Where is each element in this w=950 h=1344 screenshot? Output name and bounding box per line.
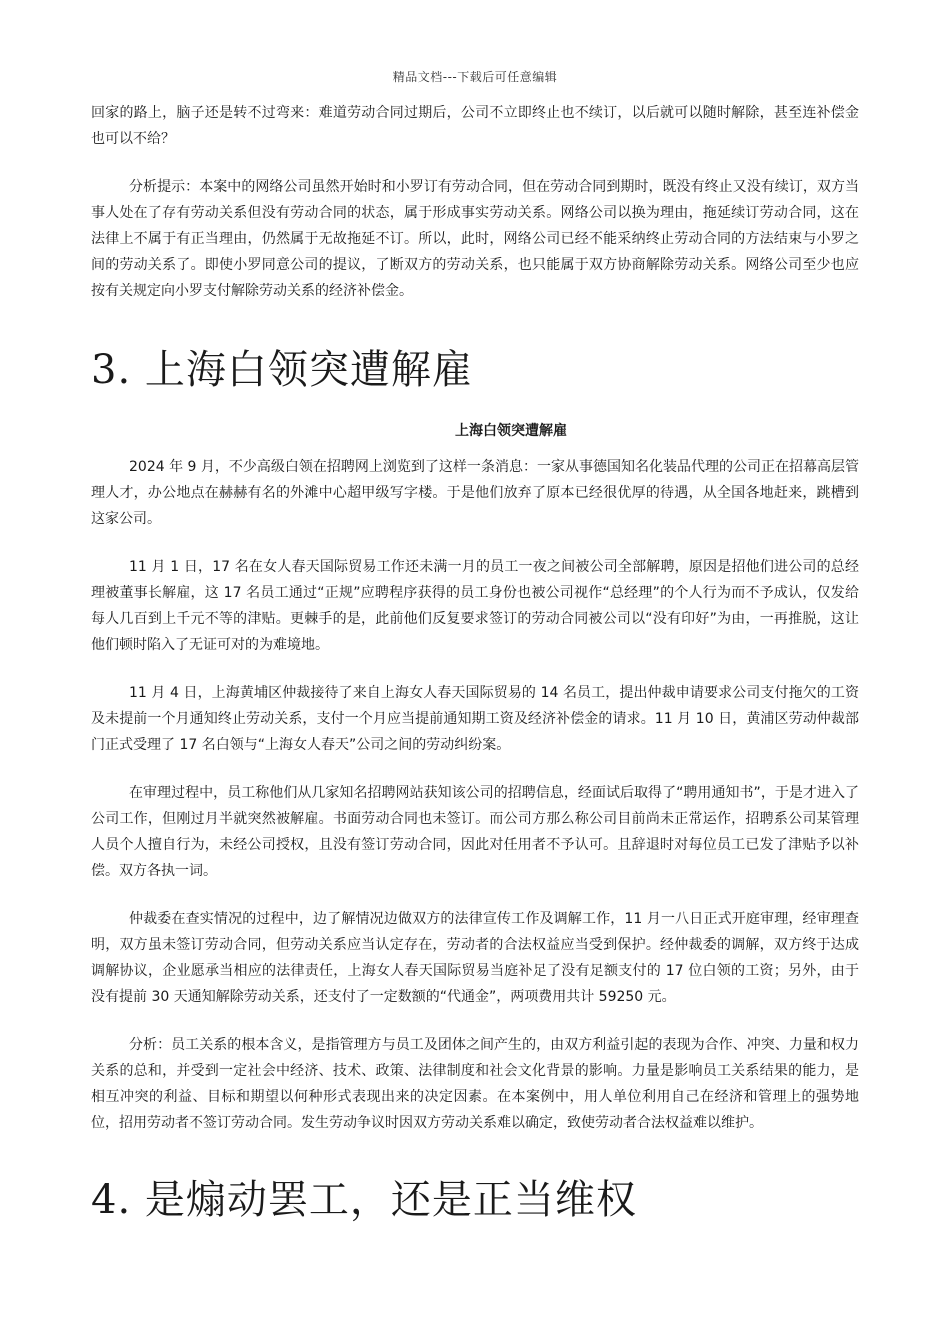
paragraph-s3-analysis: 分析：员工关系的根本含义，是指管理方与员工及团体之间产生的，由双方利益引起的表现为合作、冲突、力量和权力关系的总和，并受到一定社会中经济、技术、政策、法律制度和社会文化背景的影响。力量是影响员工关系结果的能力，是相互冲突的利益、目标和期望以何种形式表现出来的决定因素。在本案例中，用人单位利用自己在经济和管理上的强势地位，招用劳动者不签订劳动合同。发生劳动争议时因双方劳动关系难以确定，致使劳动者合法权益难以维护。 — [91, 1037, 859, 1131]
section-3-subtitle: 上海白领突遭解雇 — [455, 423, 567, 439]
header-note: 精品文档---下载后可任意编辑 — [392, 70, 558, 84]
section-4-heading: 4. 是煽动罢工，还是正当维权 — [91, 1177, 637, 1223]
document-content — [91, 100, 859, 1228]
paragraph-s3-5: 仲裁委在查实情况的过程中，边了解情况边做双方的法律宣传工作及调解工作，11 月一八日正式开庭审理，经审理查明，双方虽未签订劳动合同，但劳动关系应当认定存在，劳动者的合法权益应当受到保护。经仲裁委的调解，双方终于达成调解协议，企业愿承当相应的法律责任，上海女人春天国际贸易当庭补足了没有足额支付的 17 位白领的工资；另外，由于没有提前 30 天通知解除劳动关系，还支付了一定数额的“代通金”，两项费用共计 59250 元。 — [91, 911, 859, 1005]
paragraph-continuation: 回家的路上，脑子还是转不过弯来：难道劳动合同过期后，公司不立即终止也不续订，以后就可以随时解除，甚至连补偿金也可以不给？ — [91, 105, 859, 147]
section-3-heading: 3. 上海白领突遭解雇 — [91, 347, 473, 393]
paragraph-analysis-hint: 分析提示：本案中的网络公司虽然开始时和小罗订有劳动合同，但在劳动合同到期时，既没有终止又没有续订，双方当事人处在了存有劳动关系但没有劳动合同的状态，属于形成事实劳动关系。网络公司以换为理由，拖延续订劳动合同，这在法律上不属于有正当理由，仍然属于无故拖延不订。所以，此时，网络公司已经不能采纳终止劳动合同的方法结束与小罗之间的劳动关系了。即使小罗同意公司的提议，了断双方的劳动关系，也只能属于双方协商解除劳动关系。网络公司至少也应按有关规定向小罗支付解除劳动关系的经济补偿金。 — [91, 179, 859, 299]
paragraph-s3-4: 在审理过程中，员工称他们从几家知名招聘网站获知该公司的招聘信息，经面试后取得了“聘用通知书”，于是才进入了公司工作，但刚过月半就突然被解雇。书面劳动合同也未签订。而公司方那么称公司目前尚未正常运作，招聘系公司某管理人员个人擅自行为，未经公司授权，且没有签订劳动合同，因此对任用者不予认可。且辞退时对每位员工已发了津贴予以补偿。双方各执一词。 — [91, 785, 859, 879]
paragraph-s3-2: 11 月 1 日，17 名在女人春天国际贸易工作还未满一月的员工一夜之间被公司全部解聘，原因是招他们进公司的总经理被董事长解雇，这 17 名员工通过“正规”应聘程序获得的员工身份也被公司视作“总经理”的个人行为而不予成认，仅发给每人几百到上千元不等的津贴。更棘手的是，此前他们反复要求签订的劳动合同被公司以“没有印好”为由，一再推脱，这让他们顿时陷入了无证可对的为难境地。 — [91, 559, 859, 653]
paragraph-s3-1: 2024 年 9 月，不少高级白领在招聘网上浏览到了这样一条消息：一家从事德国知名化装品代理的公司正在招幕高层管理人才，办公地点在赫赫有名的外滩中心超甲级写字楼。于是他们放弃了原本已经很优厚的待遇，从全国各地赶来，跳槽到这家公司。 — [91, 459, 859, 527]
paragraph-s3-3: 11 月 4 日，上海黄埔区仲裁接待了来自上海女人春天国际贸易的 14 名员工，提出仲裁申请要求公司支付拖欠的工资及未提前一个月通知终止劳动关系，支付一个月应当提前通知期工资及经济补偿金的请求。11 月 10 日，黄浦区劳动仲裁部门正式受理了 17 名白领与“上海女人春天”公司之间的劳动纠纷案。 — [91, 685, 859, 753]
